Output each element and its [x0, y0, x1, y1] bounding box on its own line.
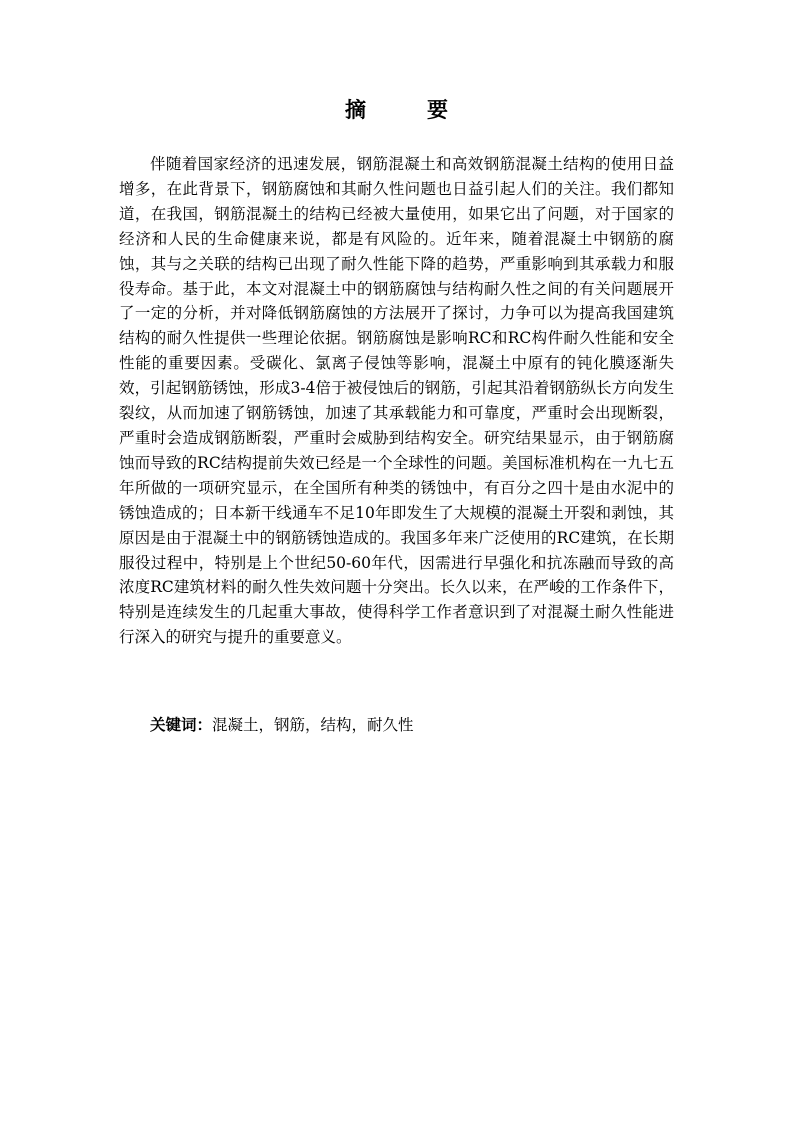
abstract-paragraph: 伴随着国家经济的迅速发展，钢筋混凝土和高效钢筋混凝土结构的使用日益增多，在此背景下，钢筋腐蚀和其耐久性问题也日益引起人们的关注。我们都知道，在我国，钢筋混凝土的结构已经被大量使用，如果它出了问题，对于国家的经济和人民的生命健康来说，都是有风险的。近年来，随着混凝土中钢筋的腐蚀，其与之关联的结构已出现了耐久性能下降的趋势，严重影响到其承载力和服役寿命。基于此，本文对混凝土中的钢筋腐蚀与结构耐久性之间的有关问题展开了一定的分析，并对降低钢筋腐蚀的方法展开了探讨，力争可以为提高我国建筑结构的耐久性提供一些理论依据。钢筋腐蚀是影响RC和RC构件耐久性能和安全性能的重要因素。受碳化、氯离子侵蚀等影响，混凝土中原有的钝化膜逐渐失效，引起钢筋锈蚀，形成3-4倍于被侵蚀后的钢筋，引起其沿着钢筋纵长方向发生裂纹，从而加速了钢筋锈蚀，加速了其承载能力和可靠度，严重时会出现断裂，严重时会造成钢筋断裂，严重时会威胁到结构安全。研究结果显示，由于钢筋腐蚀而导致的RC结构提前失效已经是一个全球性的问题。美国标准机构在一九七五年所做的一项研究显示，在全国所有种类的锈蚀中，有百分之四十是由水泥中的锈蚀造成的；日本新干线通车不足10年即发生了大规模的混凝土开裂和剥蚀，其原因是由于混凝土中的钢筋锈蚀造成的。我国多年来广泛使用的RC建筑，在长期服役过程中，特别是上个世纪50-60年代，因需进行早强化和抗冻融而导致的高浓度RC建筑材料的耐久性失效问题十分突出。长久以来，在严峻的工作条件下，特别是连续发生的几起重大事故，使得科学工作者意识到了对混凝土耐久性能进行深入的研究与提升的重要意义。 [119, 155, 674, 647]
keywords-line [150, 713, 414, 737]
keywords-label: 关键词： [150, 715, 213, 734]
keywords-text: 混凝土，钢筋，结构，耐久性 [212, 716, 414, 734]
abstract-title: 摘 要 [345, 97, 468, 122]
